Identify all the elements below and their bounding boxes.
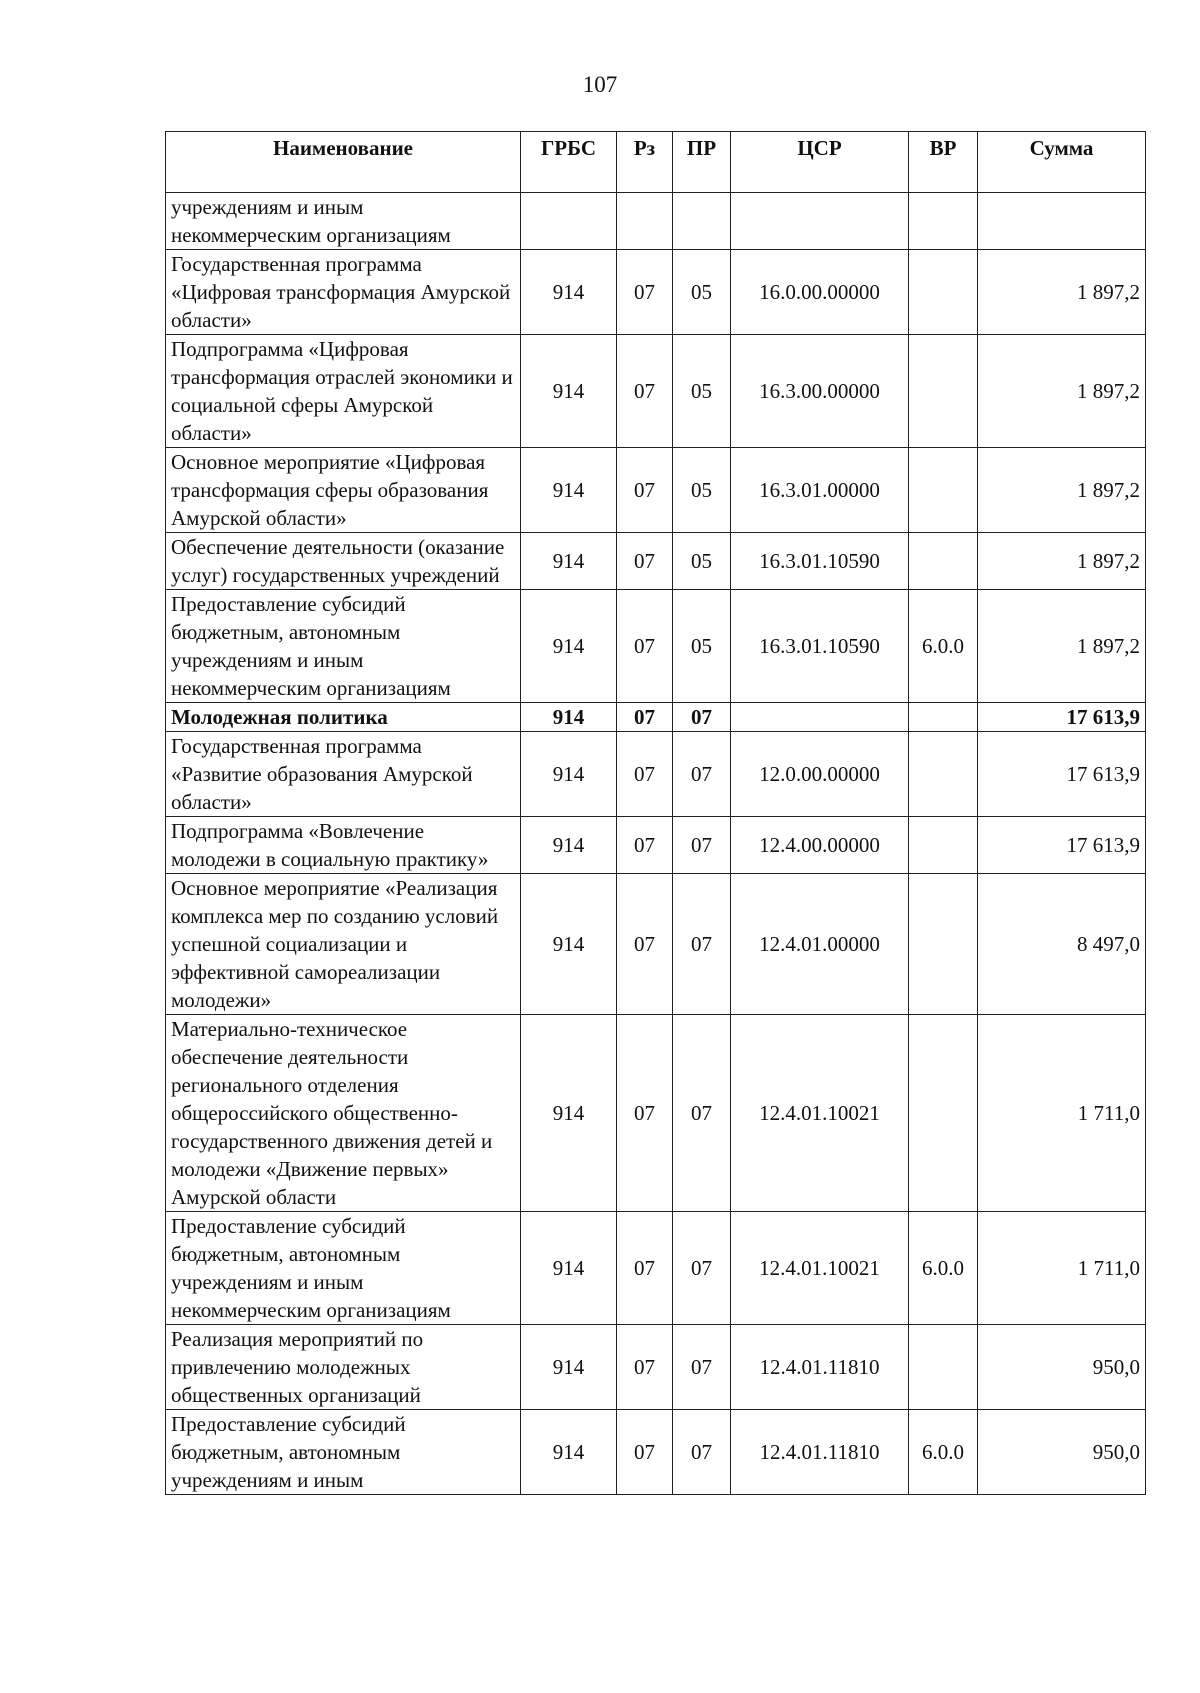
table-row (166, 1410, 1146, 1495)
cell-vr (909, 1015, 978, 1212)
cell-rz: 07 (617, 1325, 673, 1410)
cell-pr: 05 (673, 448, 731, 533)
table-body (166, 193, 1146, 1495)
cell-vr: 6.0.0 (909, 1212, 978, 1325)
table-row (166, 335, 1146, 448)
table-row (166, 874, 1146, 1015)
cell-grbs: 914 (521, 590, 617, 703)
cell-csr: 12.4.01.00000 (731, 874, 909, 1015)
cell-rz: 07 (617, 1212, 673, 1325)
table-row (166, 732, 1146, 817)
cell-grbs: 914 (521, 817, 617, 874)
cell-rz (617, 193, 673, 250)
cell-name: Основное мероприятие «Цифровая трансформация сферы образования Амурской области» (166, 448, 521, 533)
cell-name: Материально-техническое обеспечение деятельности регионального отделения общероссийского общественно-государственного движения детей и молодежи «Движение первых» Амурской области (166, 1015, 521, 1212)
cell-sum: 8 497,0 (978, 874, 1146, 1015)
cell-csr: 16.3.01.10590 (731, 590, 909, 703)
cell-csr: 12.4.01.10021 (731, 1212, 909, 1325)
cell-sum: 1 711,0 (978, 1212, 1146, 1325)
cell-name: Молодежная политика (166, 703, 521, 732)
cell-sum: 950,0 (978, 1410, 1146, 1495)
cell-sum: 1 897,2 (978, 448, 1146, 533)
cell-name: Предоставление субсидий бюджетным, автономным учреждениям и иным некоммерческим организациям (166, 1212, 521, 1325)
cell-sum: 950,0 (978, 1325, 1146, 1410)
cell-pr: 05 (673, 335, 731, 448)
cell-rz: 07 (617, 590, 673, 703)
cell-grbs: 914 (521, 1015, 617, 1212)
cell-pr: 07 (673, 732, 731, 817)
cell-pr: 05 (673, 533, 731, 590)
cell-grbs: 914 (521, 732, 617, 817)
column-header-grbs: ГРБС (521, 132, 617, 193)
cell-name: учреждениям и иным некоммерческим организациям (166, 193, 521, 250)
cell-sum: 17 613,9 (978, 703, 1146, 732)
cell-pr: 07 (673, 1410, 731, 1495)
cell-grbs: 914 (521, 1212, 617, 1325)
column-header-pr: ПР (673, 132, 731, 193)
cell-rz: 07 (617, 732, 673, 817)
cell-name: Основное мероприятие «Реализация комплекса мер по созданию условий успешной социализации и эффективной самореализации молодежи» (166, 874, 521, 1015)
table-row (166, 590, 1146, 703)
cell-sum (978, 193, 1146, 250)
table-row (166, 250, 1146, 335)
cell-csr (731, 703, 909, 732)
table-row (166, 1015, 1146, 1212)
cell-rz: 07 (617, 817, 673, 874)
cell-name: Реализация мероприятий по привлечению молодежных общественных организаций (166, 1325, 521, 1410)
cell-vr (909, 732, 978, 817)
cell-grbs: 914 (521, 1410, 617, 1495)
cell-csr: 16.3.01.10590 (731, 533, 909, 590)
cell-pr: 05 (673, 590, 731, 703)
table-header-row (166, 132, 1146, 193)
budget-table (165, 131, 1146, 1495)
table-row (166, 1325, 1146, 1410)
cell-sum: 1 711,0 (978, 1015, 1146, 1212)
table-row (166, 1212, 1146, 1325)
cell-vr (909, 817, 978, 874)
cell-rz: 07 (617, 533, 673, 590)
cell-grbs: 914 (521, 335, 617, 448)
cell-csr: 16.3.00.00000 (731, 335, 909, 448)
table-row (166, 817, 1146, 874)
cell-rz: 07 (617, 250, 673, 335)
cell-name: Предоставление субсидий бюджетным, автономным учреждениям и иным некоммерческим организациям (166, 590, 521, 703)
cell-pr (673, 193, 731, 250)
cell-name: Подпрограмма «Вовлечение молодежи в социальную практику» (166, 817, 521, 874)
cell-rz: 07 (617, 703, 673, 732)
cell-name: Обеспечение деятельности (оказание услуг) государственных учреждений (166, 533, 521, 590)
cell-vr (909, 335, 978, 448)
table-row (166, 448, 1146, 533)
cell-grbs: 914 (521, 533, 617, 590)
cell-pr: 07 (673, 1015, 731, 1212)
cell-name: Государственная программа «Развитие образования Амурской области» (166, 732, 521, 817)
cell-rz: 07 (617, 874, 673, 1015)
cell-rz: 07 (617, 1015, 673, 1212)
cell-grbs (521, 193, 617, 250)
cell-pr: 07 (673, 1212, 731, 1325)
cell-pr: 07 (673, 817, 731, 874)
column-header-sum: Сумма (978, 132, 1146, 193)
column-header-rz: Рз (617, 132, 673, 193)
cell-grbs: 914 (521, 703, 617, 732)
cell-name: Государственная программа «Цифровая трансформация Амурской области» (166, 250, 521, 335)
table-row (166, 703, 1146, 732)
table-row (166, 533, 1146, 590)
cell-csr: 12.0.00.00000 (731, 732, 909, 817)
cell-rz: 07 (617, 1410, 673, 1495)
column-header-name: Наименование (166, 132, 521, 193)
cell-sum: 1 897,2 (978, 590, 1146, 703)
cell-vr (909, 874, 978, 1015)
cell-vr (909, 533, 978, 590)
column-header-csr: ЦСР (731, 132, 909, 193)
cell-csr (731, 193, 909, 250)
cell-grbs: 914 (521, 250, 617, 335)
cell-sum: 17 613,9 (978, 732, 1146, 817)
cell-vr: 6.0.0 (909, 590, 978, 703)
cell-sum: 17 613,9 (978, 817, 1146, 874)
cell-rz: 07 (617, 448, 673, 533)
cell-vr (909, 250, 978, 335)
cell-csr: 12.4.01.11810 (731, 1325, 909, 1410)
cell-grbs: 914 (521, 874, 617, 1015)
cell-vr (909, 448, 978, 533)
cell-vr (909, 1325, 978, 1410)
table-row (166, 193, 1146, 250)
cell-csr: 16.0.00.00000 (731, 250, 909, 335)
cell-csr: 12.4.00.00000 (731, 817, 909, 874)
cell-grbs: 914 (521, 1325, 617, 1410)
cell-name: Подпрограмма «Цифровая трансформация отраслей экономики и социальной сферы Амурской области» (166, 335, 521, 448)
cell-name: Предоставление субсидий бюджетным, автономным учреждениям и иным (166, 1410, 521, 1495)
cell-pr: 07 (673, 1325, 731, 1410)
cell-vr (909, 193, 978, 250)
cell-csr: 12.4.01.10021 (731, 1015, 909, 1212)
page-number: 107 (582, 72, 618, 97)
cell-sum: 1 897,2 (978, 335, 1146, 448)
cell-csr: 12.4.01.11810 (731, 1410, 909, 1495)
cell-rz: 07 (617, 335, 673, 448)
cell-grbs: 914 (521, 448, 617, 533)
cell-sum: 1 897,2 (978, 533, 1146, 590)
cell-vr (909, 703, 978, 732)
column-header-vr: ВР (909, 132, 978, 193)
cell-sum: 1 897,2 (978, 250, 1146, 335)
cell-pr: 07 (673, 874, 731, 1015)
cell-pr: 07 (673, 703, 731, 732)
cell-pr: 05 (673, 250, 731, 335)
cell-csr: 16.3.01.00000 (731, 448, 909, 533)
cell-vr: 6.0.0 (909, 1410, 978, 1495)
